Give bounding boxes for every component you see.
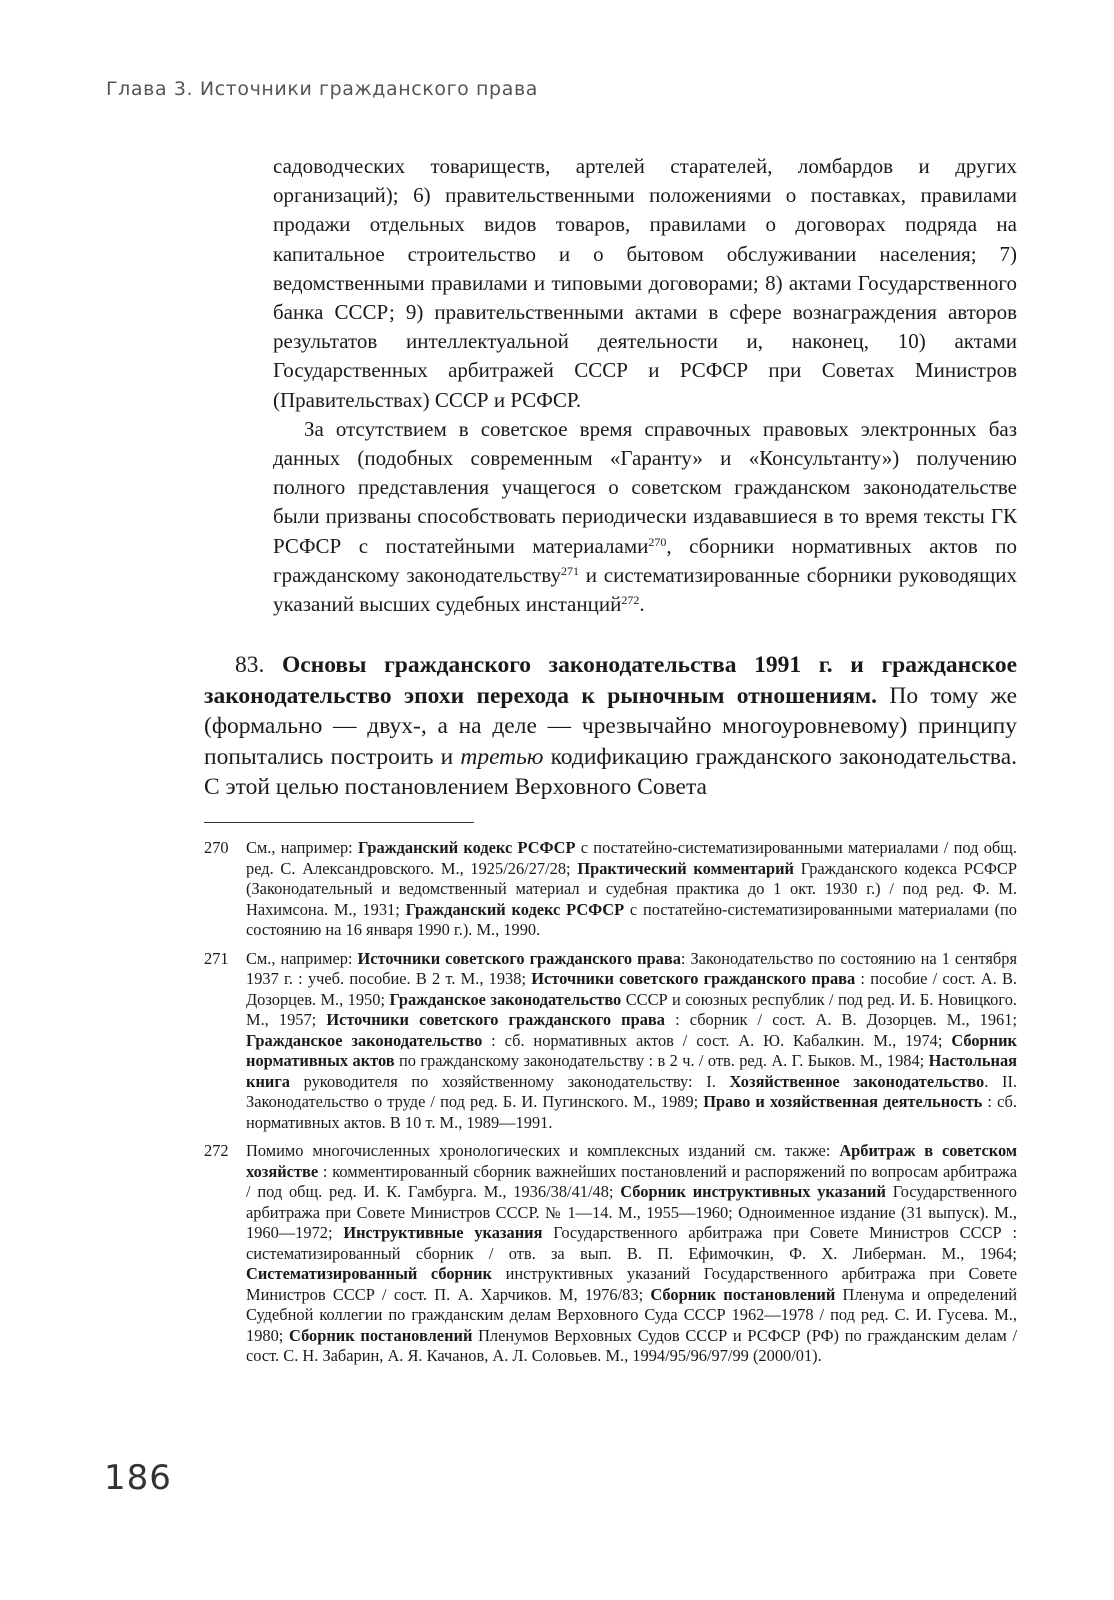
p2-text-3: и систематизированные сборники руководящих указаний высших судебных инстанций	[273, 562, 1018, 617]
footnote-text	[246, 838, 1017, 941]
paragraph-1: садоводческих товариществ, артелей старателей, ломбардов и других организаций); 6) правительственными положениями о поставках, правилами продажи отдельных видов товаров, правилами о договорах подряда на капитальное строительство и о бытовом обслуживании населения; 7) ведомственными правилами и типовыми договорами; 8) актами Государственного банка СССР; 9) правительственными актами в сфере вознаграждения авторов результатов интеллектуальной деятельности и, наконец, 10) актами Государственных арбитражей СССР и РСФСР при Советах Министров (Правительствах) СССР и РСФСР.	[273, 154, 1017, 412]
footnote-text-run: . II. Законодательство о труде / под ред. Б. И. Пугинского. М., 1989;	[246, 1071, 1017, 1111]
footnote-text-run: Помимо многочисленных хронологических и комплексных изданий см. также:	[246, 1141, 840, 1160]
p2-text-1: За отсутствием в советское время справочных правовых электронных баз данных (подобных современным «Гаранту» и «Консультанту») получению полного представления учащегося о советском гражданском законодательстве были призваны способствовать периодически издававшиеся в то время тексты ГК РСФСР с постатейными материалами	[273, 416, 1017, 558]
footnote-ref-272[interactable]: 272	[621, 593, 640, 608]
footnote-272	[204, 1141, 1017, 1367]
footnote-text-run: : пособие / сост. А. В. Дозорцев. М., 1950;	[246, 969, 1017, 1009]
footnote-title: Практический комментарий	[577, 858, 795, 878]
footnote-text-run: Государственного арбитража при Совете Министров СССР. № 1—14. М., 1955—1960; Одноименное издание (31 выпуск). М., 1960—1972;	[246, 1182, 1017, 1242]
footnote-text-run: инструктивных указаний Государственного арбитража при Совете Министров СССР / сост. П. А. Харчиков. М, 1976/83;	[246, 1264, 1017, 1304]
section-heading: Основы гражданского законодательства 1991 г. и гражданское законодательство эпохи перехода к рыночным отношениям.	[204, 652, 1018, 709]
footnote-number: 272	[204, 1141, 229, 1160]
p2-text-2: , сборники нормативных актов по гражданскому законодательству	[273, 533, 1017, 587]
footnote-text-run: : сборник / сост. А. В. Дозорцев. М., 1961;	[664, 1010, 1018, 1029]
footnote-text-run: : комментированный сборник важнейших постановлений и распоряжений по вопросам арбитража / под общ. ред. И. К. Гамбурга. М., 1936/38/41/48;	[246, 1161, 1017, 1201]
footnote-title: Источники советского гражданского права	[531, 969, 856, 988]
footnote-title: Сборник нормативных актов	[246, 1030, 1017, 1070]
footnote-number: 271	[204, 948, 229, 968]
footnote-title: Гражданское законодательство	[246, 1030, 483, 1050]
running-head: Глава 3. Источники гражданского права	[106, 78, 538, 100]
footnote-text-run: : Законодательство по состоянию на 1 сентября 1937 г. : учеб. пособие. В 2 т. М., 1938;	[246, 948, 1018, 988]
footnotes	[204, 838, 1017, 1375]
footnote-title: Источники советского гражданского права	[357, 948, 681, 968]
paragraph-2	[273, 415, 1017, 619]
footnote-title: Право и хозяйственная деятельность	[703, 1092, 983, 1111]
footnote-text-run: Пленума и определений Судебной коллегии по гражданским делам Верховного Суда СССР 1962—1978 / под ред. С. И. Гусева. М., 1980;	[246, 1284, 1017, 1345]
footnote-text-run: Государственного арбитража при Совете Министров СССР : систематизированный сборник / отв. за вып. В. П. Ефимочкин, Ф. Х. Либерман. М., 1964;	[246, 1223, 1017, 1263]
footnote-text-run: Пленумов Верховных Судов СССР и РСФСР (РФ) по гражданским делам / сост. С. Н. Забарин, А. Я. Качанов, А. Л. Соловьев. М., 1994/95/96/97/99 (2000/01).	[246, 1325, 1017, 1365]
footnote-text-run: руководителя по хозяйственному законодательству: I.	[289, 1071, 730, 1091]
footnote-title: Сборник постановлений	[650, 1284, 836, 1304]
footnote-text-run: с постатейно-систематизированными материалами (по состоянию на 16 января 1990 г.). М., 1990.	[246, 899, 1017, 939]
p2-text-4: .	[639, 592, 645, 617]
section-text-2: кодификацию гражданского законодательства. С этой целью постановлением Верховного Совета	[204, 743, 1017, 800]
body-continuation	[273, 152, 1017, 619]
footnote-number: 270	[204, 838, 229, 857]
footnote-title: Инструктивные указания	[343, 1223, 543, 1242]
footnote-title: Настольная книга	[246, 1051, 1018, 1091]
footnote-text	[246, 1141, 1017, 1367]
section-emphasis: третью	[460, 743, 544, 770]
footnote-separator	[204, 822, 474, 823]
footnote-text	[246, 949, 1017, 1134]
footnote-title: Гражданское законодательство	[389, 989, 622, 1009]
footnote-text-run: по гражданскому законодательству : в 2 ч. / отв. ред. А. Г. Быков. М., 1984;	[394, 1051, 929, 1070]
footnote-title: Сборник постановлений	[289, 1325, 473, 1345]
footnote-text-run: : сб. нормативных актов / сост. А. Ю. Кабалкин. М., 1974;	[482, 1030, 952, 1050]
footnote-title: Источники советского гражданского права	[326, 1010, 665, 1029]
footnote-text-run: См., например:	[246, 838, 359, 857]
footnote-270	[204, 838, 1017, 941]
section-number: 83.	[235, 652, 265, 678]
footnote-title: Гражданский кодекс РСФСР	[405, 899, 625, 919]
footnote-text-run: Гражданского кодекса РСФСР (Законодательный и ведомственный материал и судебная практика до 1 окт. 1930 г.) / под ред. Ф. М. Нахимсона. М., 1931;	[246, 858, 1017, 919]
footnote-ref-271[interactable]: 271	[560, 563, 579, 578]
section-83	[204, 650, 1017, 803]
footnote-text-run: См., например:	[246, 948, 358, 968]
footnote-title: Арбитраж в советском хозяйстве	[246, 1141, 1018, 1181]
footnote-text-run: : сб. нормативных актов. В 10 т. М., 1989—1991.	[246, 1092, 1017, 1132]
page-number: 186	[104, 1458, 172, 1498]
footnote-271	[204, 949, 1017, 1134]
footnote-title: Сборник инструктивных указаний	[620, 1182, 886, 1201]
footnote-ref-270[interactable]: 270	[648, 534, 667, 549]
footnote-text-run: с постатейно-систематизированными материалами / под общ. ред. С. Александровского. М., 1925/26/27/28;	[246, 838, 1017, 878]
section-text-1: По тому же (формально — двух-, а на деле — чрезвычайно многоуровневому) принципу попытались построить и	[204, 682, 1017, 770]
footnote-title: Систематизированный сборник	[246, 1264, 492, 1283]
footnote-text-run: СССР и союзных республик / под ред. И. Б. Новицкого. М., 1957;	[246, 989, 1017, 1029]
footnote-title: Гражданский кодекс РСФСР	[358, 838, 576, 857]
footnote-title: Хозяйственное законодательство	[729, 1071, 985, 1091]
